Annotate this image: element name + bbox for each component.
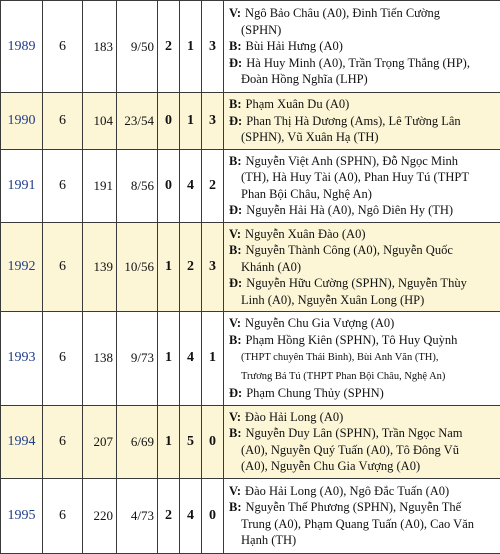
- year-cell: 1994: [1, 405, 43, 478]
- medal-tag: Đ:: [229, 56, 242, 70]
- silver-count-cell: 4: [180, 478, 202, 553]
- rank-cell: 10/56: [117, 222, 158, 312]
- medalist-line: [229, 55, 500, 72]
- medalist-line: [229, 409, 500, 426]
- medalist-text: Trung (A0), Phạm Quang Tuấn (A0), Cao Văn: [241, 517, 474, 531]
- medalist-line: [229, 315, 500, 332]
- medalist-text: (THPT chuyên Thái Bình), Bùi Anh Văn (TH),: [241, 352, 438, 363]
- medalist-text: Phạm Hồng Kiên (SPHN), Tô Huy Quỳnh: [246, 333, 458, 347]
- gold-count-cell: 2: [158, 478, 180, 553]
- medal-tag: B:: [229, 500, 242, 514]
- silver-count-cell: 4: [180, 312, 202, 406]
- rank-cell: 6/69: [117, 405, 158, 478]
- rank-cell: 23/54: [117, 93, 158, 150]
- year-cell: 1990: [1, 93, 43, 150]
- points-cell: 139: [83, 222, 117, 312]
- medalist-line: [229, 292, 500, 309]
- table-row: [1, 405, 500, 478]
- silver-count-cell: 1: [180, 1, 202, 93]
- medal-tag: Đ:: [229, 386, 242, 400]
- medalist-line: [229, 38, 500, 55]
- table-body: [1, 1, 500, 554]
- points-cell: 104: [83, 93, 117, 150]
- medalist-line: [229, 96, 500, 113]
- bronze-count-cell: 0: [202, 478, 224, 553]
- medalist-line: [229, 348, 500, 367]
- medalist-text: Linh (A0), Nguyễn Xuân Long (HP): [241, 293, 424, 307]
- year-cell: 1993: [1, 312, 43, 406]
- medalist-line: [229, 385, 500, 402]
- medalist-line: [229, 153, 500, 170]
- medalist-text: (A0), Nguyễn Quý Tuấn (A0), Tô Đông Vũ: [241, 443, 459, 457]
- medalist-line: [229, 242, 500, 259]
- silver-count-cell: 2: [180, 222, 202, 312]
- silver-count-cell: 5: [180, 405, 202, 478]
- medalist-line: [229, 425, 500, 442]
- table-row: [1, 222, 500, 312]
- medalist-text: Nguyễn Việt Anh (SPHN), Đỗ Ngọc Minh: [246, 154, 459, 168]
- table-row: [1, 312, 500, 406]
- medalist-line: [229, 71, 500, 88]
- medal-tag: Đ:: [229, 114, 242, 128]
- silver-count-cell: 4: [180, 149, 202, 222]
- medal-tag: B:: [229, 426, 242, 440]
- medal-tag: Đ:: [229, 203, 242, 217]
- medalist-text: Đào Hải Long (A0), Ngô Đắc Tuấn (A0): [245, 484, 449, 498]
- rank-cell: 8/56: [117, 149, 158, 222]
- medal-tag: V:: [229, 484, 241, 498]
- medalists-cell: [224, 312, 500, 406]
- medalist-line: [229, 532, 500, 549]
- medalist-text: (SPHN), Vũ Xuân Hạ (TH): [241, 130, 379, 144]
- medalist-line: [229, 259, 500, 276]
- members-cell: 6: [43, 93, 83, 150]
- medalists-cell: [224, 149, 500, 222]
- medalist-line: [229, 202, 500, 219]
- medalist-text: Nguyễn Duy Lân (SPHN), Trần Ngọc Nam: [246, 426, 463, 440]
- bronze-count-cell: 0: [202, 405, 224, 478]
- medal-tag: Đ:: [229, 276, 242, 290]
- year-cell: 1995: [1, 478, 43, 553]
- members-cell: 6: [43, 1, 83, 93]
- year-cell: 1992: [1, 222, 43, 312]
- medalist-text: Hà Huy Minh (A0), Trần Trọng Thắng (HP),: [246, 56, 470, 70]
- points-cell: 207: [83, 405, 117, 478]
- medalist-line: [229, 226, 500, 243]
- medalist-text: Nguyễn Hữu Cường (SPHN), Nguyễn Thùy: [246, 276, 467, 290]
- medalist-line: [229, 458, 500, 475]
- bronze-count-cell: 3: [202, 1, 224, 93]
- rank-cell: 9/50: [117, 1, 158, 93]
- medalist-text: (A0), Nguyễn Chu Gia Vượng (A0): [241, 459, 420, 473]
- medalist-line: [229, 332, 500, 349]
- members-cell: 6: [43, 478, 83, 553]
- medalist-line: [229, 275, 500, 292]
- medalist-text: Đào Hải Long (A0): [245, 410, 343, 424]
- medal-tag: V:: [229, 316, 241, 330]
- medalists-cell: [224, 405, 500, 478]
- bronze-count-cell: 1: [202, 312, 224, 406]
- gold-count-cell: 2: [158, 1, 180, 93]
- medalists-cell: [224, 1, 500, 93]
- medalists-cell: [224, 222, 500, 312]
- medalist-line: [229, 516, 500, 533]
- gold-count-cell: 1: [158, 222, 180, 312]
- medal-tag: V:: [229, 227, 241, 241]
- points-cell: 220: [83, 478, 117, 553]
- medalist-text: Ngô Bảo Châu (A0), Đinh Tiến Cường: [245, 6, 440, 20]
- table-row: [1, 149, 500, 222]
- members-cell: 6: [43, 149, 83, 222]
- medal-tag: B:: [229, 243, 242, 257]
- medalist-text: Hạnh (TH): [241, 533, 296, 547]
- medalist-line: [229, 129, 500, 146]
- medalist-text: (TH), Hà Huy Tài (A0), Phan Huy Tú (THPT: [241, 170, 469, 184]
- medalist-text: Phạm Chung Thủy (SPHN): [246, 386, 384, 400]
- members-cell: 6: [43, 405, 83, 478]
- medalist-line: [229, 113, 500, 130]
- medalist-text: Nguyễn Hải Hà (A0), Ngô Diên Hy (TH): [246, 203, 453, 217]
- gold-count-cell: 0: [158, 149, 180, 222]
- medalist-line: [229, 483, 500, 500]
- points-cell: 138: [83, 312, 117, 406]
- medalists-cell: [224, 478, 500, 553]
- bronze-count-cell: 2: [202, 149, 224, 222]
- medalist-text: Khánh (A0): [241, 260, 301, 274]
- medalist-line: [229, 169, 500, 186]
- medalist-text: Phan Bội Châu, Nghệ An): [241, 187, 372, 201]
- gold-count-cell: 1: [158, 405, 180, 478]
- medalist-text: Nguyễn Thành Công (A0), Nguyễn Quốc: [246, 243, 453, 257]
- medalist-text: Bùi Hải Hưng (A0): [246, 39, 343, 53]
- points-cell: 191: [83, 149, 117, 222]
- medalist-text: Phan Thị Hà Dương (Ams), Lê Tường Lân: [246, 114, 460, 128]
- gold-count-cell: 0: [158, 93, 180, 150]
- table-row: [1, 478, 500, 553]
- medalists-cell: [224, 93, 500, 150]
- medalist-text: Nguyễn Thế Phương (SPHN), Nguyễn Thế: [246, 500, 462, 514]
- rank-cell: 4/73: [117, 478, 158, 553]
- medalist-text: Nguyễn Chu Gia Vượng (A0): [245, 316, 394, 330]
- silver-count-cell: 1: [180, 93, 202, 150]
- medalist-text: Đoàn Hồng Nghĩa (LHP): [241, 72, 368, 86]
- medal-tag: V:: [229, 410, 241, 424]
- medal-tag: V:: [229, 6, 241, 20]
- medalist-line: [229, 442, 500, 459]
- medal-tag: B:: [229, 39, 242, 53]
- medal-tag: B:: [229, 154, 242, 168]
- medal-tag: B:: [229, 97, 242, 111]
- year-cell: 1991: [1, 149, 43, 222]
- medalist-line: [229, 22, 500, 39]
- medalist-text: Nguyễn Xuân Đào (A0): [245, 227, 365, 241]
- bronze-count-cell: 3: [202, 222, 224, 312]
- table-row: [1, 1, 500, 93]
- medalist-line: [229, 367, 500, 386]
- rank-cell: 9/73: [117, 312, 158, 406]
- medalist-text: Trương Bá Tú (THPT Phan Bội Châu, Nghệ An): [241, 371, 445, 382]
- members-cell: 6: [43, 222, 83, 312]
- medalist-text: (SPHN): [241, 23, 281, 37]
- members-cell: 6: [43, 312, 83, 406]
- gold-count-cell: 1: [158, 312, 180, 406]
- medalist-line: [229, 186, 500, 203]
- year-cell: 1989: [1, 1, 43, 93]
- medalist-line: [229, 5, 500, 22]
- bronze-count-cell: 3: [202, 93, 224, 150]
- table-row: [1, 93, 500, 150]
- medalist-line: [229, 499, 500, 516]
- medal-tag: B:: [229, 333, 242, 347]
- medalist-text: Phạm Xuân Du (A0): [246, 97, 350, 111]
- points-cell: 183: [83, 1, 117, 93]
